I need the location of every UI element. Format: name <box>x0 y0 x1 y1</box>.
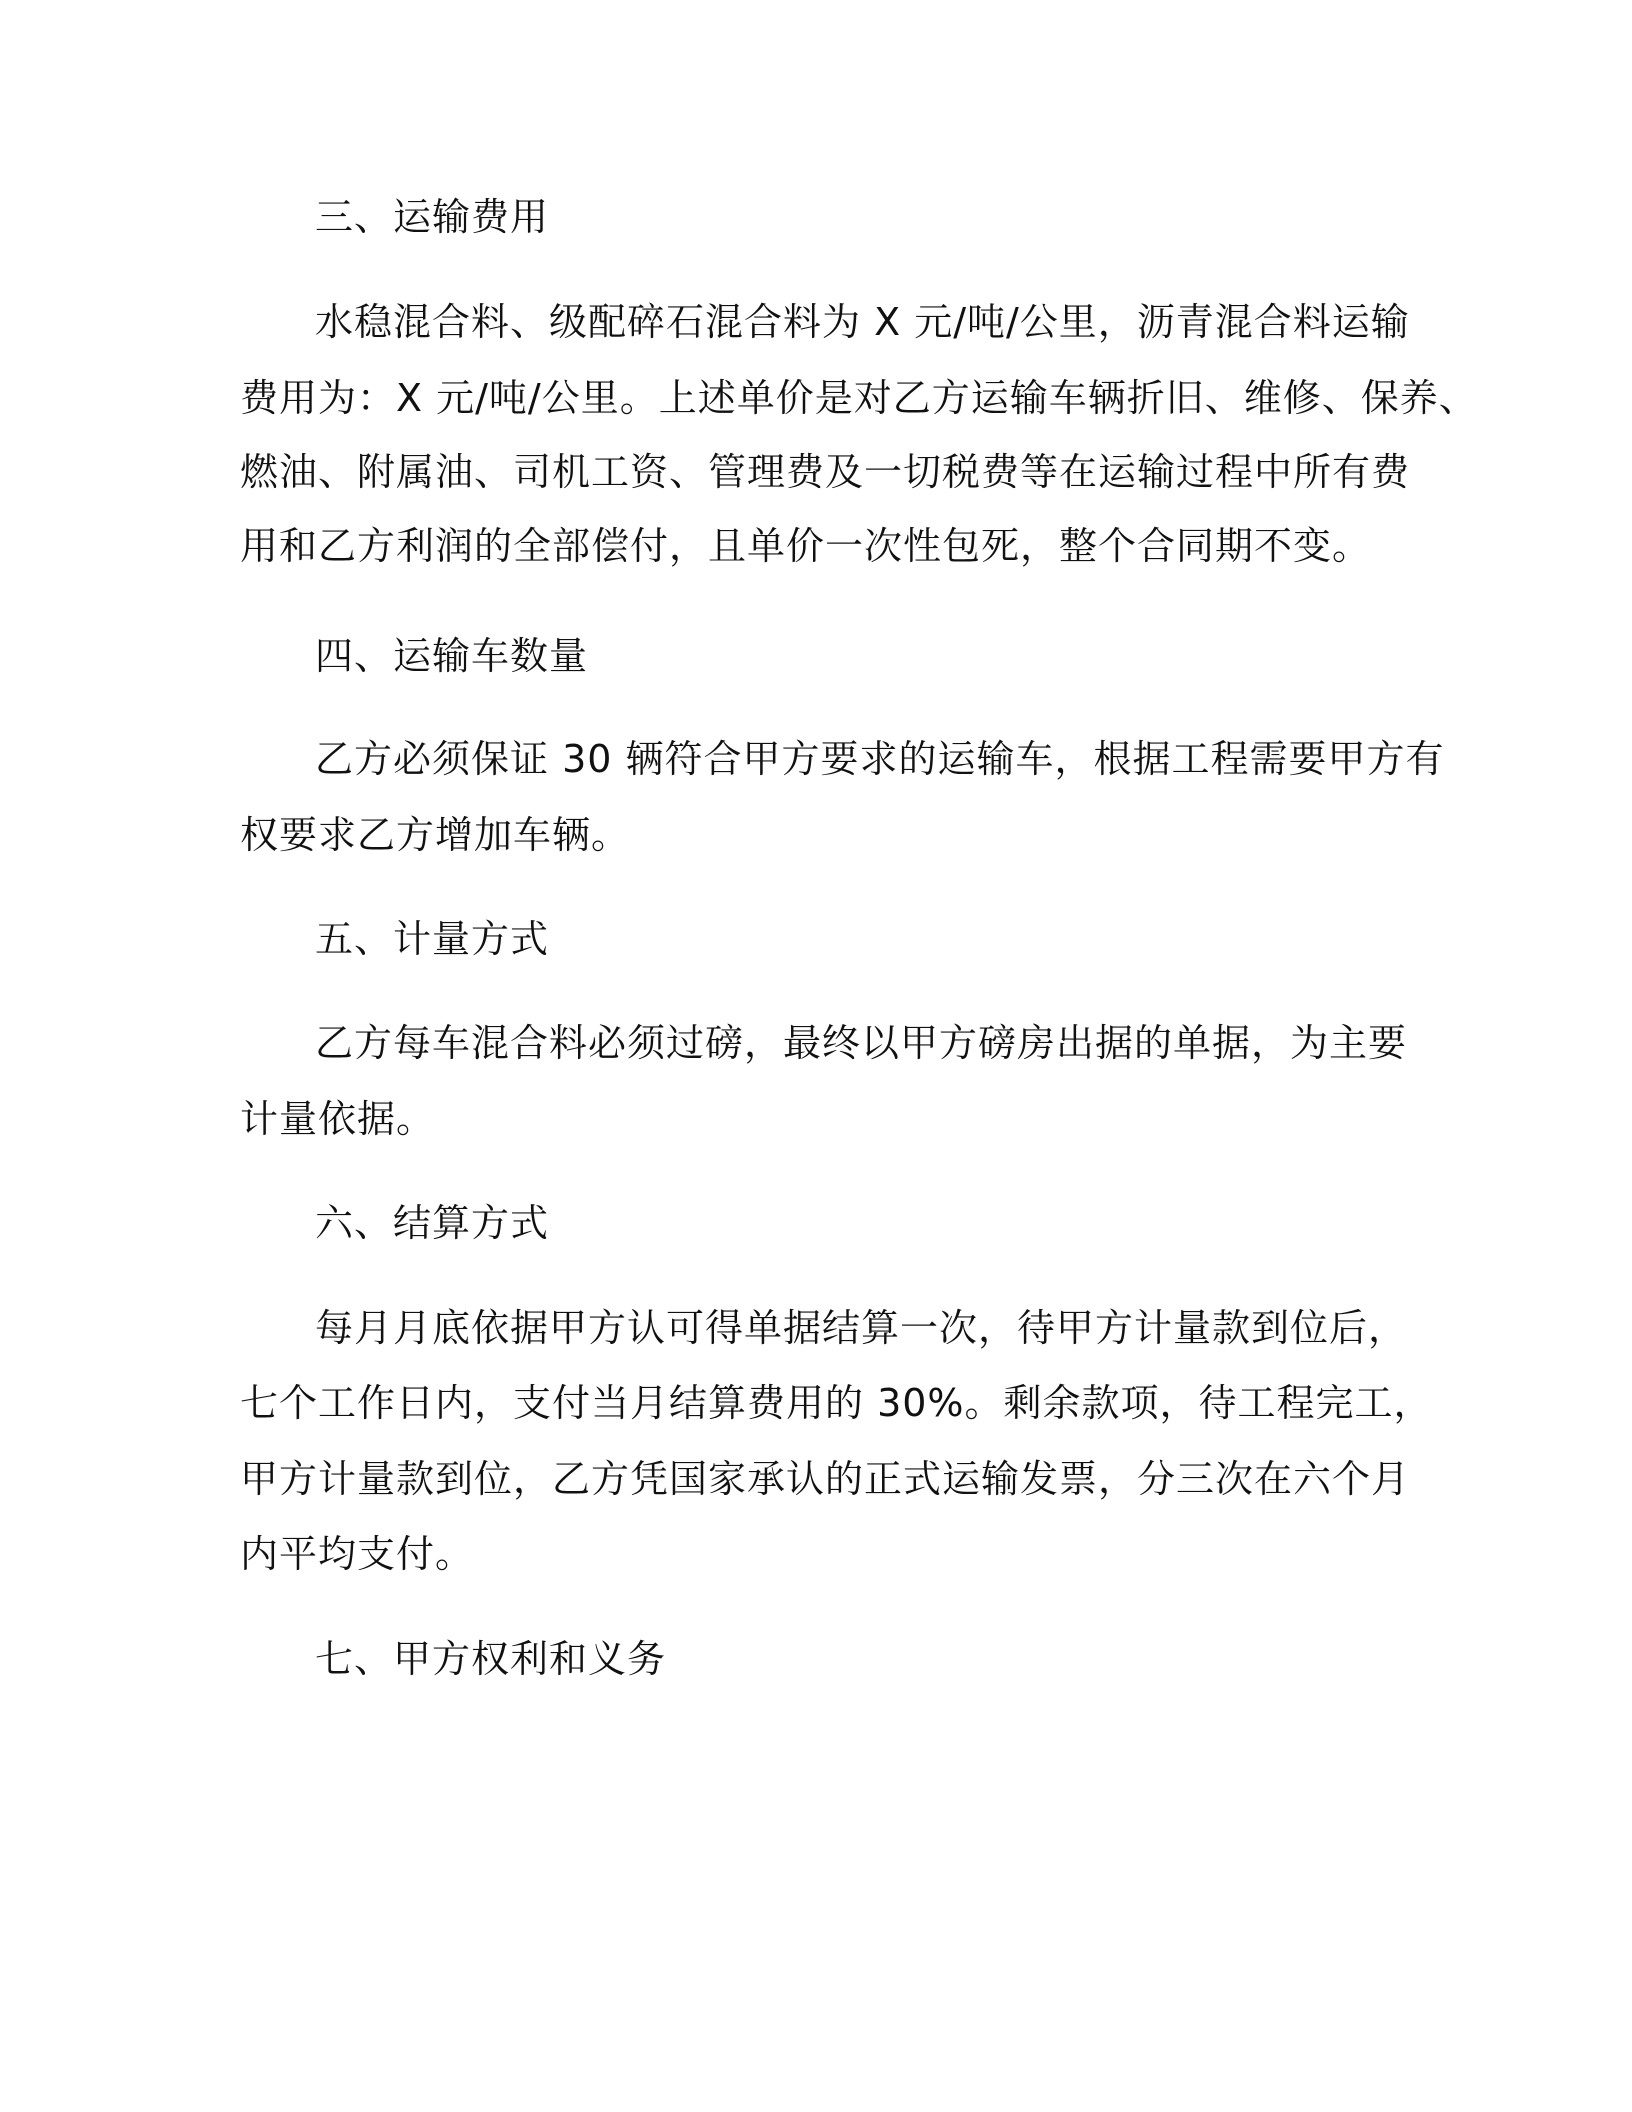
paragraph-line: 每月月底依据甲方认可得单据结算一次，待甲方计量款到位后， <box>315 1306 1408 1350</box>
section-heading-transport-fee: 三、运输费用 <box>315 195 550 239</box>
section-heading-party-a-rights: 七、甲方权利和义务 <box>315 1637 667 1681</box>
paragraph-line: 乙方每车混合料必须过磅，最终以甲方磅房出据的单据，为主要 <box>315 1021 1408 1065</box>
paragraph-line: 计量依据。 <box>240 1097 436 1141</box>
section-heading-vehicle-count: 四、运输车数量 <box>315 634 589 678</box>
paragraph-line: 乙方必须保证 30 辆符合甲方要求的运输车，根据工程需要甲方有 <box>315 737 1445 781</box>
paragraph-line: 水稳混合料、级配碎石混合料为 X 元/吨/公里，沥青混合料运输 <box>315 300 1410 344</box>
paragraph-line: 用和乙方利润的全部偿付，且单价一次性包死，整个合同期不变。 <box>240 524 1372 568</box>
paragraph-line: 费用为：X 元/吨/公里。上述单价是对乙方运输车辆折旧、维修、保养、 <box>240 376 1478 420</box>
paragraph-line: 七个工作日内，支付当月结算费用的 30%。剩余款项，待工程完工， <box>240 1381 1433 1425</box>
paragraph-line: 内平均支付。 <box>240 1532 475 1576</box>
section-heading-measurement: 五、计量方式 <box>315 917 550 961</box>
paragraph-line: 甲方计量款到位，乙方凭国家承认的正式运输发票，分三次在六个月 <box>240 1457 1411 1501</box>
paragraph-line: 权要求乙方增加车辆。 <box>240 813 631 857</box>
section-heading-settlement: 六、结算方式 <box>315 1201 550 1245</box>
paragraph-line: 燃油、附属油、司机工资、管理费及一切税费等在运输过程中所有费 <box>240 450 1411 494</box>
